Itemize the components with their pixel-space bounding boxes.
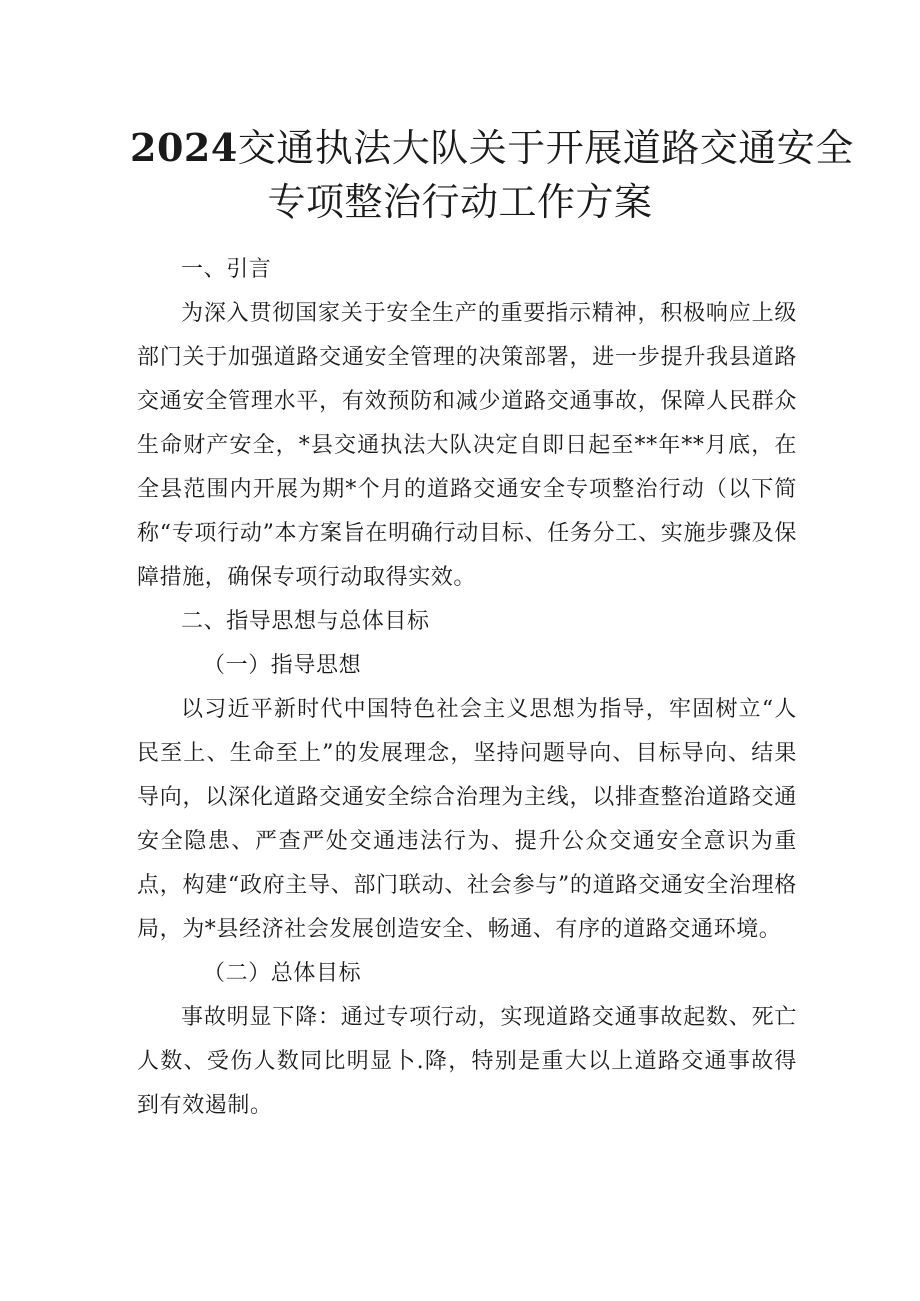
section-heading-intro: 一、引言 — [181, 257, 272, 282]
subheading-overall-goal: （二）总体目标 — [203, 961, 362, 986]
subheading-guiding-thought: （一）指导思想 — [203, 653, 362, 678]
paragraph-guiding-thought: 以习近平新时代中国特色社会主义思想为指导，牢固树立“人民至上、生命至上”的发展理念，坚持问题导向、目标导向、结果导向，以深化道路交通安全综合治理为主线，以排查整治道路交通安全隐患、严查严处交通违法行为、提升公众交通安全意识为重点，构建“政府主导、部门联动、社会参与”的道路交通安全治理格局，为*县经济社会发展创造安全、畅通、有序的道路交通环境。 — [137, 697, 797, 942]
paragraph-intro: 为深入贯彻国家关于安全生产的重要指示精神，积极响应上级部门关于加强道路交通安全管理的决策部署，进一步提升我县道路交通安全管理水平，有效预防和减少道路交通事故，保障人民群众生命财产安全，*县交通执法大队决定自即日起至**年**月底，在全县范围内开展为期*个月的道路交通安全专项整治行动（以下简称“专项行动”本方案旨在明确行动目标、任务分工、实施步骤及保障措施，确保专项行动取得实效。 — [137, 301, 797, 590]
title-line-1-text: 交通执法大队关于开展道路交通安全 — [237, 126, 854, 170]
title-year: 2024 — [130, 125, 238, 170]
paragraph-overall-goal: 事故明显下降：通过专项行动，实现道路交通事故起数、死亡人数、受伤人数同比明显卜.降，特别是重大以上道路交通事故得到有效遏制。 — [137, 1005, 797, 1118]
document-body — [137, 248, 797, 1128]
document-title-line-1 — [130, 122, 854, 174]
document-title-line-2: 专项整治行动工作方案 — [267, 180, 653, 224]
section-heading-guiding: 二、指导思想与总体目标 — [181, 609, 430, 634]
